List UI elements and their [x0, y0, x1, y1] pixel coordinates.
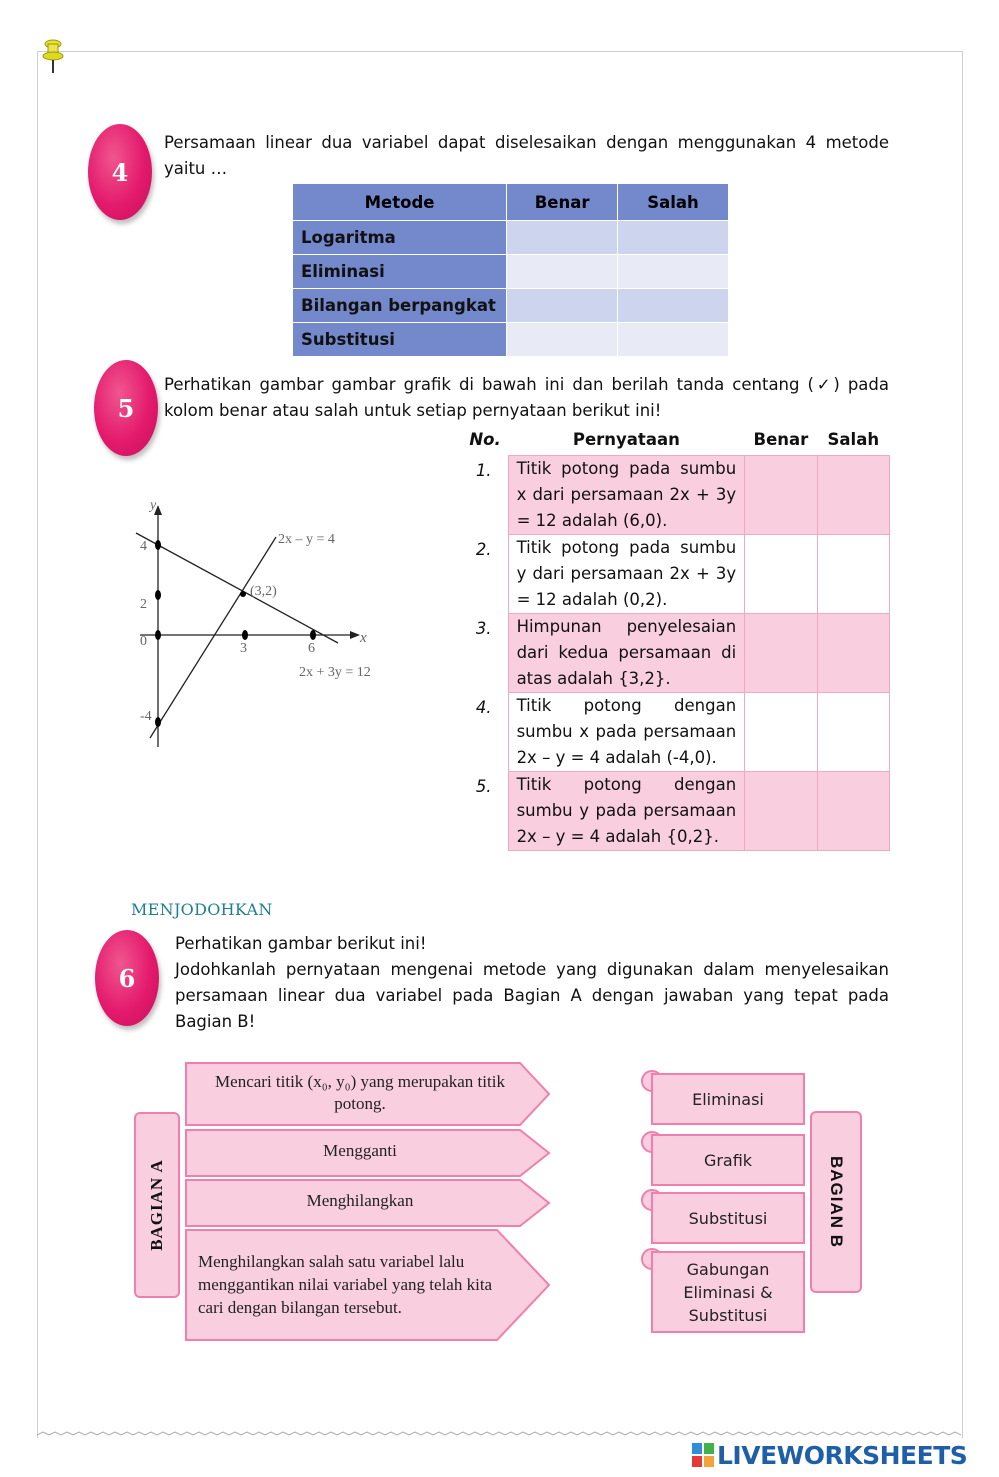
column-header: Pernyataan	[572, 429, 680, 449]
y-axis-label: y	[150, 498, 157, 513]
statement-number: 2.	[475, 539, 492, 559]
salah-cell[interactable]	[618, 221, 729, 255]
statement-number: 4.	[475, 697, 492, 717]
bagian-a-label	[134, 1112, 180, 1298]
table-row	[293, 323, 729, 357]
benar-cell[interactable]	[745, 456, 817, 535]
method-table	[292, 183, 729, 357]
salah-cell[interactable]	[817, 535, 889, 614]
page-bottom-edge	[37, 1430, 961, 1440]
question-number-badge: 5	[94, 360, 158, 456]
statement-text: Titik potong pada sumbu x dari persamaan 2x + 3y = 12 adalah (6,0).	[508, 456, 745, 535]
bagian-a-item-text: Mencari titik (x₀, y₀) yang merupakan titik potong.	[215, 1072, 505, 1113]
benar-cell[interactable]	[745, 772, 817, 851]
benar-cell[interactable]	[745, 535, 817, 614]
bagian-a-item-text: Menghilangkan	[306, 1191, 414, 1210]
graph-point	[310, 630, 316, 640]
x-tick-label: 6	[308, 641, 315, 656]
column-header: Salah	[618, 184, 729, 221]
table-row	[462, 614, 890, 693]
linear-equation-graph	[130, 495, 400, 755]
bagian-a-item[interactable]	[185, 1179, 551, 1227]
benar-cell[interactable]	[745, 693, 817, 772]
bagian-a-item[interactable]	[185, 1229, 551, 1341]
bagian-b-item[interactable]: Eliminasi	[651, 1073, 805, 1125]
pushpin-icon	[42, 38, 64, 74]
liveworksheets-logo	[692, 1440, 967, 1470]
benar-cell[interactable]	[507, 289, 618, 323]
bagian-b-item[interactable]: Substitusi	[651, 1192, 805, 1244]
question-intro: Perhatikan gambar berikut ini!	[175, 934, 427, 953]
benar-cell[interactable]	[745, 614, 817, 693]
table-row	[293, 221, 729, 255]
y-tick-label: -4	[140, 709, 152, 724]
method-label: Logaritma	[293, 221, 507, 255]
column-header: No.	[469, 429, 501, 449]
method-label: Eliminasi	[293, 255, 507, 289]
intersection-point	[240, 591, 246, 597]
column-header: Benar	[753, 429, 809, 449]
x-tick-label: 3	[240, 641, 247, 656]
graph-point	[155, 540, 161, 550]
question-number-badge: 4	[88, 124, 152, 220]
statement-number: 5.	[475, 776, 492, 796]
bagian-b-item[interactable]: Gabungan Eliminasi & Substitusi	[651, 1251, 805, 1333]
column-header: Salah	[827, 429, 880, 449]
statement-table	[462, 423, 890, 851]
question-text: Perhatikan gambar gambar grafik di bawah ini dan berilah tanda centang (✓) pada kolom benar atau salah untuk setiap pernyataan berikut ini!	[164, 375, 889, 420]
point-label: (3,2)	[250, 584, 277, 599]
column-header: Metode	[293, 184, 507, 221]
bagian-a-item-text: Menghilangkan salah satu variabel lalu menggantikan nilai variabel yang telah kita cari dengan bilangan tersebut.	[198, 1252, 493, 1317]
graph-point	[155, 717, 161, 727]
salah-cell[interactable]	[817, 772, 889, 851]
statement-number: 3.	[475, 618, 492, 638]
y-tick-label: 2	[140, 597, 147, 612]
brand-name: LIVEWORKSHEETS	[717, 1440, 968, 1470]
method-label: Bilangan berpangkat	[293, 289, 507, 323]
line-label: 2x + 3y = 12	[299, 665, 371, 680]
benar-cell[interactable]	[507, 323, 618, 357]
statement-text: Titik potong dengan sumbu x pada persamaan 2x – y = 4 adalah (-4,0).	[508, 693, 745, 772]
table-row	[462, 772, 890, 851]
table-row	[462, 456, 890, 535]
bagian-a-item-text: Mengganti	[323, 1141, 397, 1160]
question-text: Jodohkanlah pernyataan mengenai metode yang digunakan dalam menyelesaikan persamaan linear dua variabel pada Bagian A dengan jawaban yang tepat pada Bagian B!	[175, 960, 889, 1031]
salah-cell[interactable]	[618, 289, 729, 323]
bagian-b-label	[810, 1111, 862, 1293]
y-tick-label: 0	[140, 634, 147, 649]
table-row	[462, 693, 890, 772]
graph-point	[155, 630, 161, 640]
salah-cell[interactable]	[618, 323, 729, 357]
table-row	[462, 535, 890, 614]
statement-text: Himpunan penyelesaian dari kedua persamaan di atas adalah {3,2}.	[508, 614, 745, 693]
section-title: MENJODOHKAN	[131, 900, 273, 919]
question-text: Persamaan linear dua variabel dapat diselesaikan dengan menggunakan 4 metode yaitu …	[164, 133, 889, 178]
benar-cell[interactable]	[507, 255, 618, 289]
y-tick-label: 4	[140, 539, 147, 554]
table-row	[293, 289, 729, 323]
salah-cell[interactable]	[618, 255, 729, 289]
graph-point	[242, 630, 248, 640]
column-header: Benar	[507, 184, 618, 221]
statement-number: 1.	[475, 460, 492, 480]
line-label: 2x – y = 4	[278, 532, 335, 547]
graph-point	[155, 590, 161, 600]
bagian-a-item[interactable]	[185, 1129, 551, 1177]
salah-cell[interactable]	[817, 614, 889, 693]
method-label: Substitusi	[293, 323, 507, 357]
logo-mark-icon	[692, 1443, 714, 1467]
bagian-b-item[interactable]: Grafik	[651, 1134, 805, 1186]
bagian-a-item[interactable]	[185, 1062, 551, 1126]
statement-text: Titik potong dengan sumbu y pada persamaan 2x – y = 4 adalah {0,2}.	[508, 772, 745, 851]
salah-cell[interactable]	[817, 456, 889, 535]
question-number-badge: 6	[95, 930, 159, 1026]
bagian-b-text: BAGIAN B	[827, 1155, 846, 1249]
statement-text: Titik potong pada sumbu y dari persamaan 2x + 3y = 12 adalah (0,2).	[508, 535, 745, 614]
x-axis-label: x	[360, 630, 367, 646]
bagian-a-text: BAGIAN A	[147, 1159, 166, 1251]
table-row	[293, 255, 729, 289]
benar-cell[interactable]	[507, 221, 618, 255]
salah-cell[interactable]	[817, 693, 889, 772]
